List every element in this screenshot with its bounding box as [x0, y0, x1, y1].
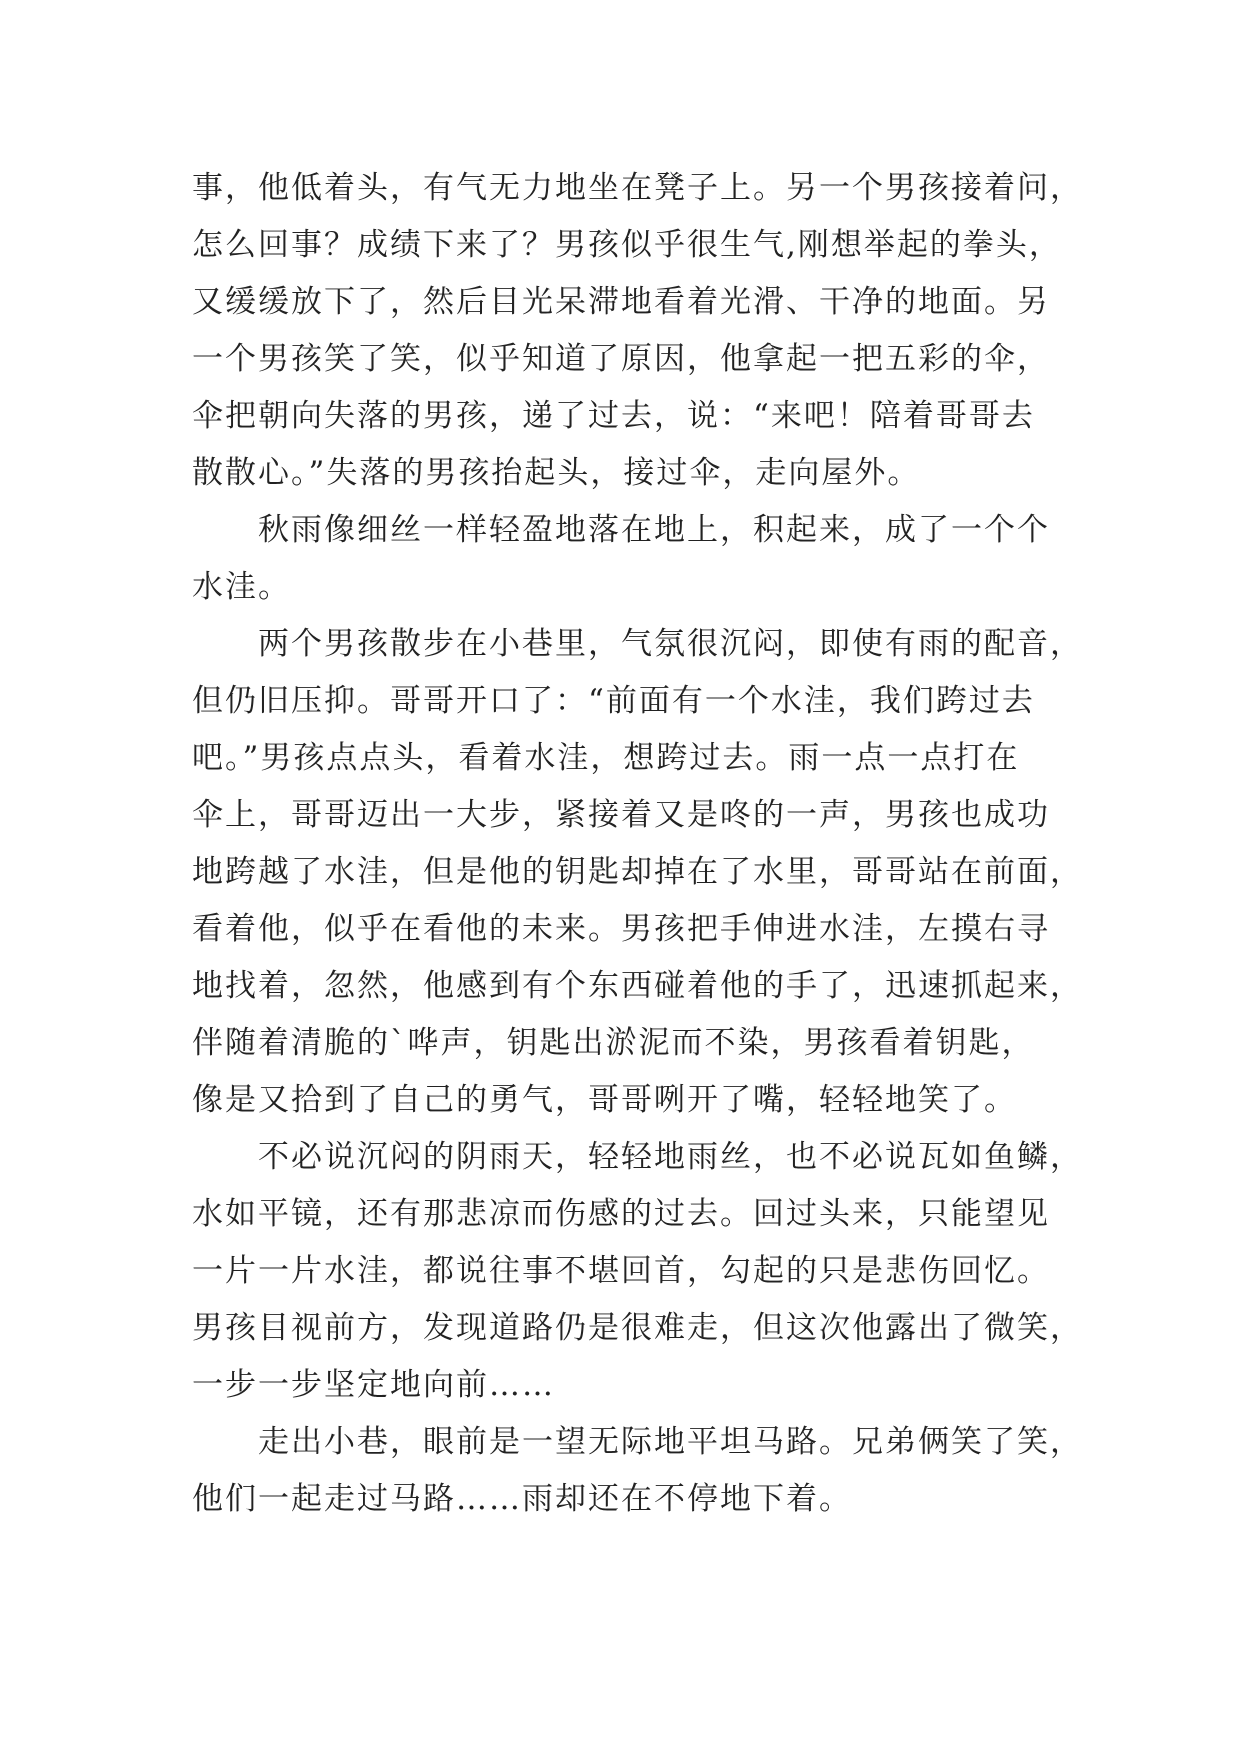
text-line: 伞把朝向失落的男孩，递了过去，说：“来吧！陪着哥哥去: [192, 398, 1035, 434]
text-line: 像是又拾到了自己的勇气，哥哥咧开了嘴，轻轻地笑了。: [192, 1082, 1017, 1118]
text-line: 但仍旧压抑。哥哥开口了：“前面有一个水洼，我们跨过去: [192, 683, 1035, 719]
paragraph-start-line: 秋雨像细丝一样轻盈地落在地上，积起来，成了一个个: [258, 512, 1050, 548]
text-line: 伞上，哥哥迈出一大步，紧接着又是咚的一声，男孩也成功: [192, 797, 1050, 833]
text-line: 一个男孩笑了笑，似乎知道了原因，他拿起一把五彩的伞，: [192, 341, 1050, 377]
text-line: 他们一起走过马路……雨却还在不停地下着。: [192, 1481, 852, 1517]
story-text: [192, 160, 1083, 1528]
text-line: 一步一步坚定地向前……: [192, 1367, 555, 1403]
text-line: 一片一片水洼，都说往事不堪回首，勾起的只是悲伤回忆。: [192, 1253, 1050, 1289]
paragraph-start-line: 不必说沉闷的阴雨天，轻轻地雨丝，也不必说瓦如鱼鳞，: [258, 1139, 1083, 1175]
paragraph-start-line: 走出小巷，眼前是一望无际地平坦马路。兄弟俩笑了笑，: [258, 1424, 1083, 1460]
paragraph-start-line: 两个男孩散步在小巷里，气氛很沉闷，即使有雨的配音，: [258, 626, 1083, 662]
text-line: 男孩目视前方，发现道路仍是很难走，但这次他露出了微笑，: [192, 1310, 1083, 1346]
text-line: 地找着，忽然，他感到有个东西碰着他的手了，迅速抓起来，: [192, 968, 1083, 1004]
text-line: 事，他低着头，有气无力地坐在凳子上。另一个男孩接着问，: [192, 170, 1083, 206]
text-line: 看着他，似乎在看他的未来。男孩把手伸进水洼，左摸右寻: [192, 911, 1050, 947]
text-line: 吧。”男孩点点头，看着水洼，想跨过去。雨一点一点打在: [192, 740, 1020, 776]
text-line: 又缓缓放下了，然后目光呆滞地看着光滑、干净的地面。另: [192, 284, 1050, 320]
text-line: 怎么回事？成绩下来了？男孩似乎很生气,刚想举起的拳头，: [192, 227, 1062, 263]
text-line: 水如平镜，还有那悲凉而伤感的过去。回过头来，只能望见: [192, 1196, 1050, 1232]
text-line: 伴随着清脆的`哗声，钥匙出淤泥而不染，男孩看着钥匙，: [192, 1025, 1035, 1061]
text-line: 水洼。: [192, 569, 291, 605]
text-line: 散散心。”失落的男孩抬起头，接过伞，走向屋外。: [192, 455, 921, 491]
text-line: 地跨越了水洼，但是他的钥匙却掉在了水里，哥哥站在前面，: [192, 854, 1083, 890]
